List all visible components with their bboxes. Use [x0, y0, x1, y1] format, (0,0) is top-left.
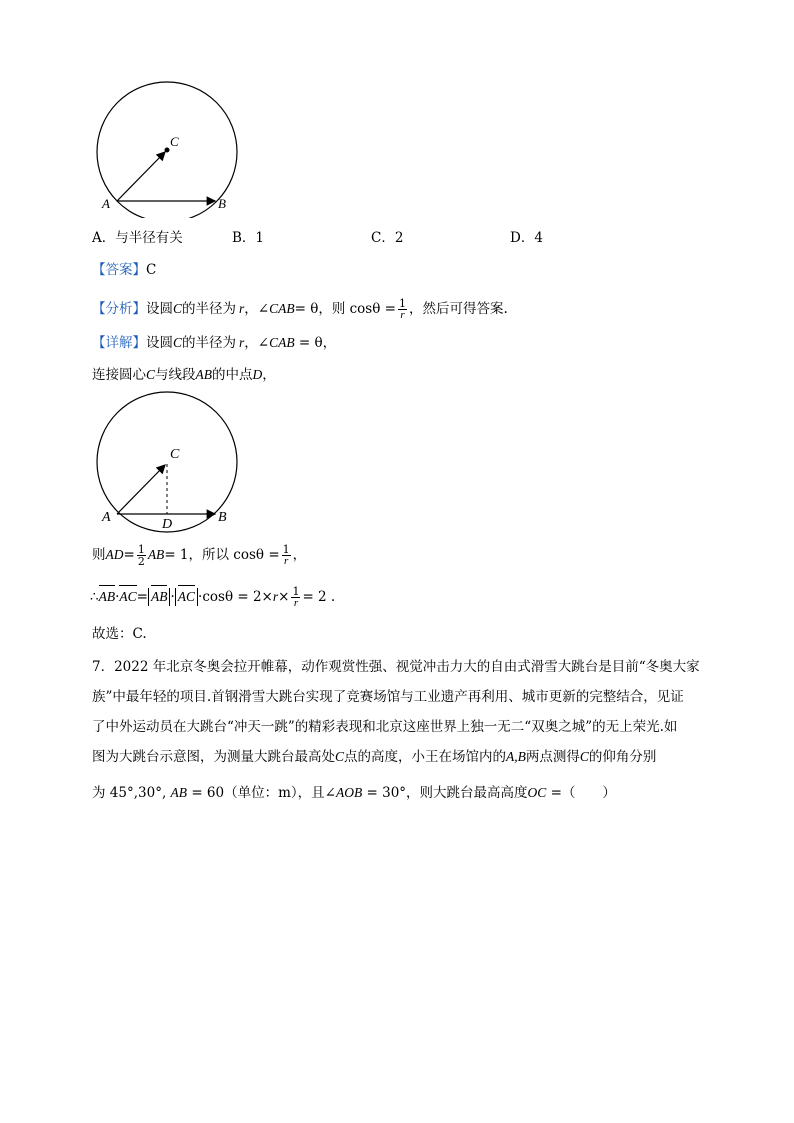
q7-line-4	[92, 742, 712, 772]
vector-AB-abs: AB	[150, 589, 168, 604]
figure-circle-2	[88, 388, 248, 533]
connect-C: C	[146, 367, 156, 382]
detail-r: r	[239, 335, 245, 350]
q7-line5b: = 60（单位：m），且∠	[187, 785, 336, 801]
option-d: D．4	[510, 230, 543, 246]
fraction-denominator: r	[284, 554, 289, 567]
q7-line4-AB: A,B	[506, 749, 526, 764]
q7-line-3: 了中外运动员在大跳台“冲天一跳”的精彩表现和北京这座世界上独一无二“双奥之城”的无上荣光.如	[92, 719, 678, 735]
q7-line4c: 两点测得	[525, 749, 580, 765]
q7-line5a: 为 45°,30°,	[92, 785, 171, 801]
connect-line	[92, 366, 276, 384]
fraction-numerator: 1	[137, 542, 145, 556]
therefore-symbol: ∴	[90, 589, 99, 605]
analysis-CAB: CAB	[269, 301, 295, 316]
then-eq2: = 1，所以 cosθ =	[164, 547, 280, 563]
analysis-fraction	[398, 298, 407, 321]
then-fraction-half	[137, 544, 146, 567]
then-AB: AB	[147, 547, 165, 562]
answer-tag: 【答案】	[92, 262, 146, 278]
vector-AC: AC	[119, 589, 137, 604]
q7-line4b: 点的高度，小王在场馆内的	[344, 749, 507, 765]
label-D: D	[162, 517, 173, 532]
then-AD: AD	[105, 547, 124, 562]
therefore-mid: ·cosθ = 2×	[198, 589, 273, 605]
q7-line-1: 7．2022 年北京冬奥会拉开帷幕，动作观赏性强、视觉冲击力大的自由式滑雪大跳台是目前“冬奥大家	[92, 659, 700, 675]
figure-circle-1	[88, 78, 248, 218]
answer-line	[92, 261, 156, 279]
detail-text4: = θ，	[294, 335, 337, 351]
then-line	[92, 538, 306, 572]
q7-line5-OC: OC	[527, 785, 547, 800]
analysis-text4: ，然后可得答案.	[408, 301, 508, 317]
q7-line5d: =（ ）	[546, 785, 616, 801]
detail-tag: 【详解】	[92, 335, 146, 351]
therefore-end: = 2 .	[302, 589, 336, 605]
analysis-text3: ，∠	[244, 301, 270, 317]
vector-AC	[117, 152, 165, 201]
label-C: C	[170, 447, 180, 462]
detail-line	[92, 334, 336, 352]
q7-line5-AB: AB	[170, 785, 188, 800]
therefore-times: ×	[278, 589, 290, 605]
option-c: C．2	[371, 230, 404, 246]
therefore-eq: =	[136, 589, 148, 605]
label-B: B	[218, 196, 226, 211]
connect-text2: 与线段	[155, 367, 196, 383]
connect-text4: ，	[262, 367, 276, 383]
magnitude-AB	[148, 588, 171, 606]
question-7	[92, 652, 712, 808]
q7-line4-C: C	[335, 749, 345, 764]
answer-value: C	[146, 262, 157, 278]
fraction-denominator: 2	[137, 554, 145, 568]
then-eq: =	[123, 547, 135, 563]
connect-AB: AB	[195, 367, 213, 382]
circle	[97, 392, 237, 532]
then-end: ，	[292, 547, 307, 563]
detail-text1: 设圆	[146, 335, 173, 351]
therefore-line	[90, 580, 335, 614]
detail-C: C	[173, 335, 183, 350]
fraction-denominator: r	[400, 308, 405, 321]
q7-line4a: 图为大跳台示意图，为测量大跳台最高处	[92, 749, 335, 765]
analysis-C: C	[173, 301, 183, 316]
analysis-eq: = θ，则 cosθ =	[294, 301, 396, 317]
magnitude-AC	[175, 588, 198, 606]
detail-CAB: CAB	[269, 335, 295, 350]
fraction-numerator: 1	[292, 584, 300, 598]
analysis-tag: 【分析】	[92, 301, 146, 317]
vector-AC-abs: AC	[177, 589, 196, 604]
analysis-text2: 的半径为	[182, 301, 237, 317]
dot-operator: ·	[115, 589, 120, 605]
vector-AC	[117, 465, 165, 514]
q7-line5c: = 30°，则大跳台最高高度	[362, 785, 528, 801]
q7-line-2: 族”中最年轻的项目.首钢滑雪大跳台实现了竞赛场馆与工业遗产再利用、城市更新的完整结合，见证	[92, 689, 684, 705]
vector-AB: AB	[98, 589, 116, 604]
then-text1: 则	[92, 547, 106, 563]
label-A: A	[102, 196, 110, 211]
label-A: A	[102, 510, 111, 525]
therefore-fraction	[291, 586, 300, 609]
fraction-numerator: 1	[398, 296, 406, 310]
q7-line4d: 的仰角分别	[588, 749, 657, 765]
connect-D: D	[252, 367, 263, 382]
therefore-r: r	[272, 589, 279, 604]
detail-text2: 的半径为	[182, 335, 237, 351]
analysis-line	[92, 290, 508, 328]
q7-line-5	[92, 778, 712, 808]
option-a: A．与半径有关	[92, 230, 183, 246]
label-B: B	[218, 510, 227, 525]
analysis-r: r	[239, 301, 245, 316]
option-b: B．1	[232, 230, 265, 246]
choose-line: 故选：C.	[92, 626, 147, 642]
fraction-denominator: r	[293, 596, 299, 609]
then-fraction-1r	[282, 544, 291, 567]
detail-text3: ，∠	[244, 335, 270, 351]
center-point	[165, 148, 170, 153]
analysis-text1: 设圆	[146, 301, 173, 317]
fraction-numerator: 1	[282, 542, 290, 556]
connect-text3: 的中点	[212, 367, 253, 383]
q7-line4-C2: C	[579, 749, 589, 764]
connect-text1: 连接圆心	[92, 367, 146, 383]
q7-line5-AOB: AOB	[335, 785, 363, 800]
label-C: C	[170, 134, 179, 149]
dot-operator-2: ·	[170, 589, 175, 605]
